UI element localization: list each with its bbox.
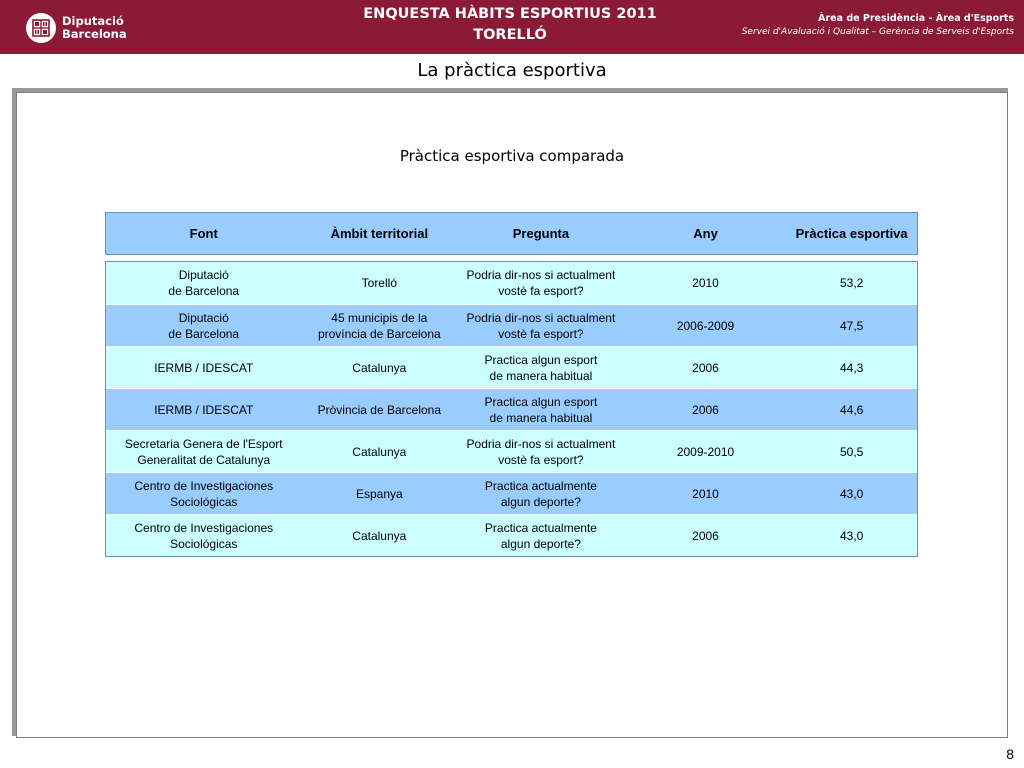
cell-ambit: Torelló [361, 276, 397, 290]
cell-ambit: Espanya [355, 486, 403, 501]
column-header-ambit: Àmbit territorial [330, 226, 429, 241]
cell-pregunta: Practica actualmente algun deporte? [484, 520, 597, 551]
cell-pregunta: Podria dir-nos si actualment vostè fa esport? [466, 436, 616, 467]
column-header-pregunta: Pregunta [512, 226, 570, 241]
cell-pregunta: Practica algun esport de manera habitual [484, 394, 598, 425]
survey-title: ENQUESTA HÀBITS ESPORTIUS 2011 [363, 6, 657, 22]
header-department [742, 12, 1014, 39]
diputacio-logo [26, 12, 136, 44]
cell-font: Centro de Investigaciones Sociológicas [134, 478, 274, 509]
table-row [106, 346, 917, 388]
table-body [105, 261, 918, 557]
cell-any: 2010 [692, 486, 719, 501]
logo-line-1: Diputació [62, 14, 124, 28]
cell-practica: 53,2 [839, 276, 864, 290]
cell-ambit: 45 municipis de la província de Barcelona [317, 310, 441, 341]
table-row [106, 430, 917, 472]
cell-font: Diputació de Barcelona [168, 310, 240, 341]
cell-practica: 47,5 [839, 318, 864, 333]
cell-pregunta: Practica actualmente algun deporte? [484, 478, 597, 509]
cell-font: Secretaria Genera de l'Esport Generalitat de Catalunya [124, 436, 283, 467]
cell-font: Diputació de Barcelona [168, 268, 240, 298]
table-row [106, 472, 917, 514]
logo-line-2: Barcelona [62, 27, 127, 41]
section-title: Pràctica esportiva comparada [399, 147, 625, 165]
table-row [106, 304, 917, 346]
cell-ambit: Catalunya [352, 360, 407, 375]
department-line: Àrea de Presidència - Àrea d'Esports [818, 13, 1014, 24]
header-band [0, 0, 1024, 54]
column-header-any: Any [693, 226, 718, 241]
cell-font: IERMB / IDESCAT [154, 360, 254, 375]
cell-any: 2009-2010 [676, 444, 735, 459]
coat-of-arms-icon [26, 13, 56, 43]
cell-ambit: Catalunya [352, 528, 407, 543]
service-line: Servei d'Avaluació i Qualitat – Gerència de Serveis d'Esports [741, 27, 1014, 37]
cell-any: 2010 [692, 276, 719, 290]
logo-text [62, 15, 127, 41]
cell-pregunta: Podria dir-nos si actualment vostè fa esport? [466, 310, 616, 341]
table-row [106, 514, 917, 556]
cell-any: 2006 [692, 528, 719, 543]
cell-ambit: Catalunya [352, 444, 407, 459]
municipality-title: TORELLÓ [473, 27, 547, 43]
cell-pregunta: Practica algun esport de manera habitual [484, 352, 598, 383]
page-title: La pràctica esportiva [417, 60, 607, 81]
cell-font: IERMB / IDESCAT [154, 402, 254, 417]
cell-practica: 44,6 [839, 402, 864, 417]
cell-font: Centro de Investigaciones Sociológicas [134, 520, 274, 551]
cell-ambit: Pròvincia de Barcelona [317, 402, 442, 417]
cell-any: 2006 [692, 360, 719, 375]
cell-pregunta: Podria dir-nos si actualment vostè fa esport? [466, 268, 616, 298]
table-header [105, 212, 918, 255]
page-number: 8 [1006, 746, 1014, 762]
cell-practica: 43,0 [839, 486, 864, 501]
table-row [106, 262, 917, 304]
cell-practica: 43,0 [839, 528, 864, 543]
column-header-font: Font [189, 226, 218, 241]
header-title [340, 4, 680, 46]
cell-practica: 50,5 [839, 444, 864, 459]
cell-any: 2006-2009 [676, 318, 735, 333]
cell-practica: 44,3 [839, 360, 864, 375]
cell-any: 2006 [692, 402, 719, 417]
column-header-practica: Pràctica esportiva [795, 226, 908, 241]
table-row [106, 388, 917, 430]
